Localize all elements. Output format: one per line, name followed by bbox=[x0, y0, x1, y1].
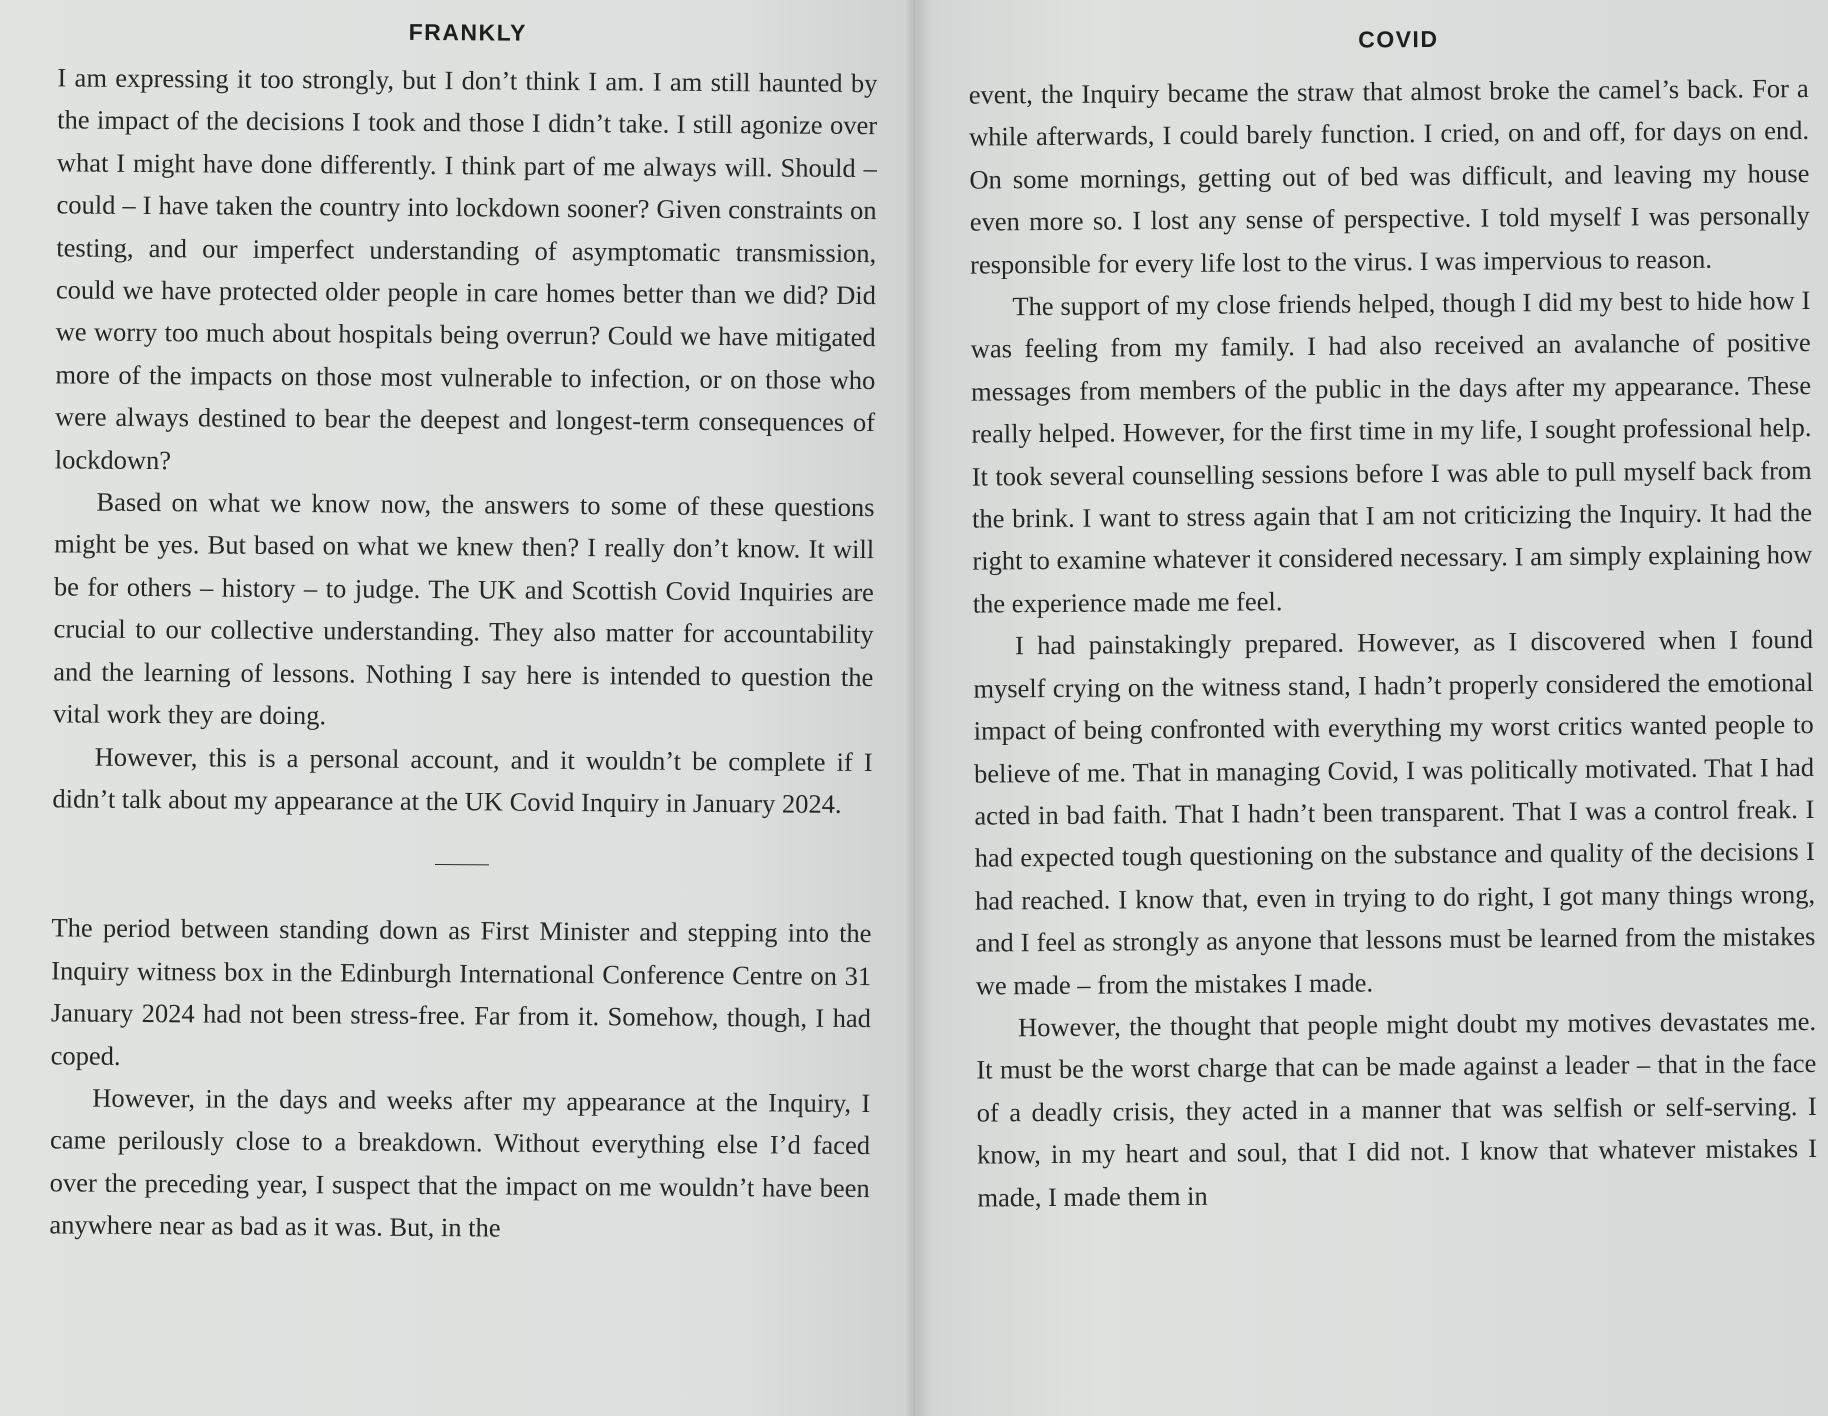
paragraph: Based on what we know now, the answers to some of these questions might be yes. But based on what we knew then? I really don’t know. It will be for others – history – to judge. The UK and Scottish Covid Inquiries are crucial to our collective understanding. They also matter for accountability and the learning of lessons. Nothing I say here is intended to question the vital work they are doing. bbox=[52, 486, 875, 731]
paragraph: event, the Inquiry became the straw that almost broke the camel’s back. For a while afterwards, I could barely function. I cried, on and off, for days on end. On some mornings, getting out of bed was difficult, and leaving my house even more so. I lost any sense of perspective. I told myself I was personally responsible for every life lost to the virus. I was impervious to reason. bbox=[968, 72, 1810, 280]
paragraph: The support of my close friends helped, though I did my best to hide how I was feeling from my family. I had also received an avalanche of positive messages from members of the public in the days after my appearance. These really helped. However, for the first time in my life, I sought professional help. It took several counselling sessions before I was able to pull myself back from the brink. I want to stress again that I am not criticizing the Inquiry. It had the right to examine whatever it considered necessary. I am simply explaining how the experience made me feel. bbox=[970, 285, 1813, 619]
paragraph: However, this is a personal account, and it wouldn’t be complete if I didn’t talk about my appearance at the UK Covid Inquiry in January 2024. bbox=[52, 741, 873, 819]
left-page-body bbox=[49, 56, 877, 1251]
section-break-rule bbox=[435, 864, 489, 865]
paragraph: I had painstakingly prepared. However, as I discovered when I found myself crying on the witness stand, I hadn’t properly considered the emotional impact of being confronted with everything my worst critics wanted people to believe of me. That in managing Covid, I was politically motivated. That I had acted in bad faith. That I hadn’t been transparent. That I was a control freak. I had expected tough questioning on the substance and quality of the decisions I had reached. I know that, even in trying to do right, I got many things wrong, and I feel as strongly as anyone that lessons must be learned from the mistakes we made – from the mistakes I made. bbox=[973, 624, 1816, 1001]
right-page bbox=[916, 0, 1828, 1416]
paragraph: The period between standing down as First Minister and stepping into the Inquiry witness box in the Edinburgh International Conference Centre on 31 January 2024 had not been stress-free. Far from it. Somehow, though, I had coped. bbox=[50, 912, 872, 1071]
right-page-body bbox=[969, 67, 1818, 1219]
running-head-right: COVID bbox=[1358, 25, 1439, 53]
left-page bbox=[0, 0, 912, 1416]
paragraph: I am expressing it too strongly, but I don’t think I am. I am still haunted by the impact of the decisions I took and those I didn’t take. I still agonize over what I might have done differently. I think part of me always will. Should – could – I have taken the country into lockdown sooner? Given constraints on testing, and our imperfect understanding of asymptomatic transmission, could we have protected older people in care homes better than we did? Did we worry too much about hospitals being overrun? Could we have mitigated more of the impacts on those most vulnerable to infection, or on those who were always destined to bear the deepest and longest-term consequences of lockdown? bbox=[54, 62, 878, 475]
running-head-left: FRANKLY bbox=[408, 18, 528, 46]
paragraph: However, the thought that people might doubt my motives devastates me. It must be the worst charge that can be made against a leader – that in the face of a deadly crisis, they acted in a manner that was selfish or self-serving. I know, in my heart and soul, that I did not. I know that whatever mistakes I made, I made them in bbox=[976, 1005, 1818, 1213]
paragraph: However, in the days and weeks after my appearance at the Inquiry, I came perilously close to a breakdown. Without everything else I’d faced over the preceding year, I suspect that the impact on me wouldn’t have been anywhere near as bad as it was. But, in the bbox=[49, 1082, 871, 1243]
